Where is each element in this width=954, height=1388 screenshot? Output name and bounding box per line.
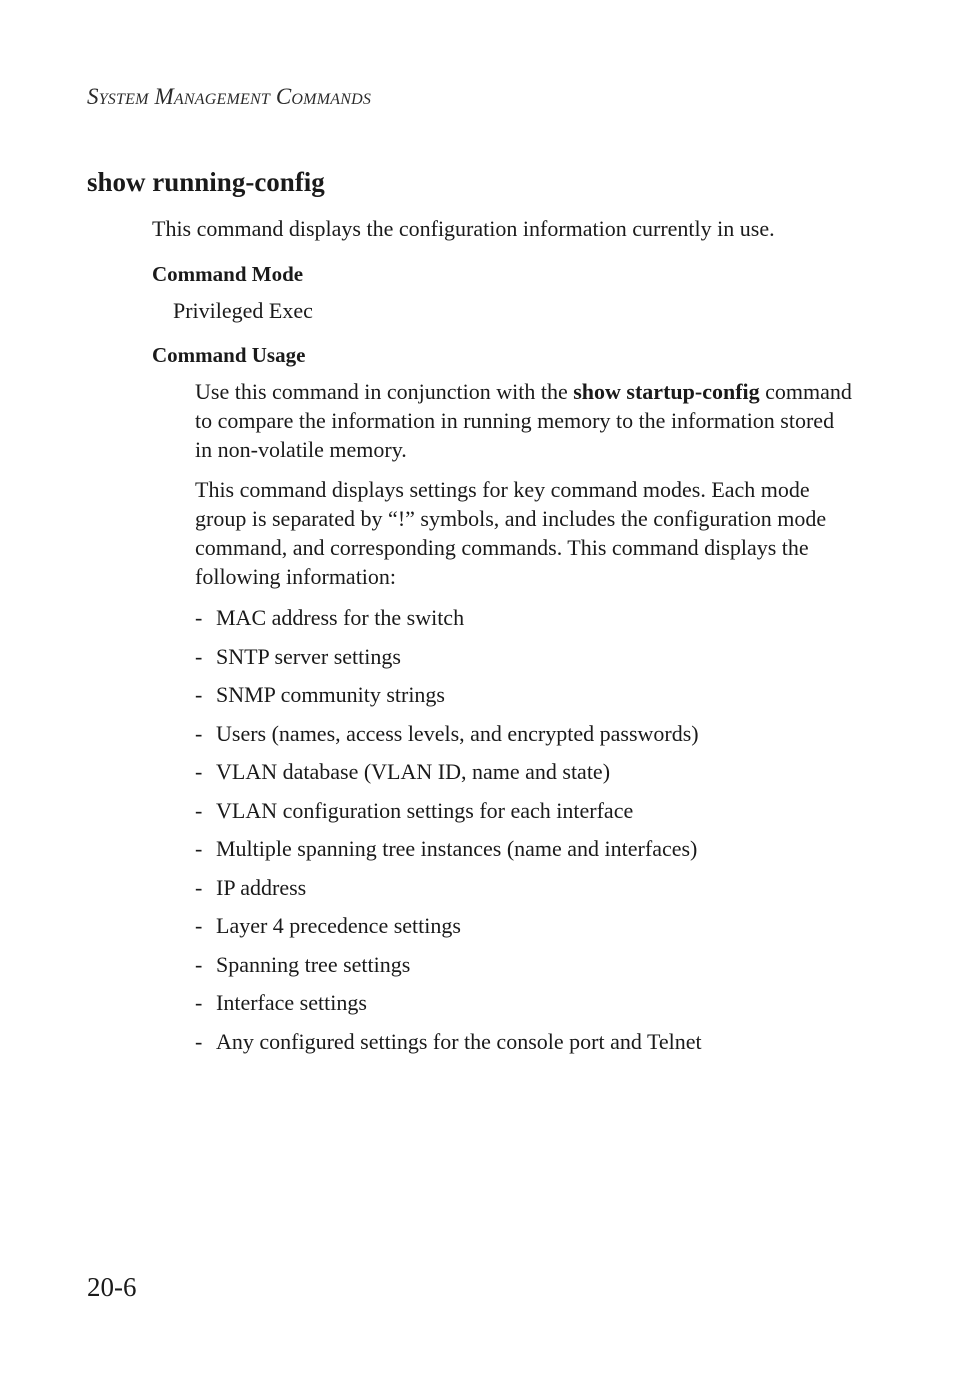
running-header: System Management Commands (87, 84, 372, 109)
list-item-text: VLAN database (VLAN ID, name and state) (216, 759, 611, 784)
list-dash: - (195, 836, 203, 861)
usage-paragraph-2: This command displays settings for key command modes. Each mode group is separated by “!” symbols, and includes the configuration mode command, and corresponding commands. This command displays the following information: (195, 477, 827, 589)
list-dash: - (195, 797, 203, 823)
list-item-text: MAC address for the switch (216, 605, 465, 630)
list-dash: - (195, 1028, 203, 1054)
list-item (195, 1027, 702, 1066)
page-number: 20-6 (87, 1272, 137, 1302)
command-mode-value: Privileged Exec (173, 298, 313, 323)
usage-paragraph-1 (195, 377, 855, 464)
displayed-info-list (195, 603, 702, 1065)
usage-paragraph-1-start: Use this command in conjunction with the (195, 379, 574, 404)
list-dash: - (195, 913, 203, 938)
list-item (195, 988, 702, 1027)
usage-paragraph-1-end: command to compare the information in running memory to the information stored in non-volatile memory. (195, 379, 852, 462)
list-item-text: Interface settings (216, 990, 367, 1015)
list-dash: - (195, 759, 203, 784)
list-dash: - (195, 990, 203, 1015)
list-item-text: VLAN configuration settings for each interface (216, 797, 634, 823)
list-item-text: Any configured settings for the console port and Telnet (216, 1028, 702, 1054)
list-item (195, 680, 702, 719)
list-item (195, 603, 702, 642)
list-item-text: SNTP server settings (216, 643, 401, 669)
list-item (195, 911, 702, 950)
list-dash: - (195, 951, 203, 977)
list-dash: - (195, 682, 203, 707)
list-item-text: SNMP community strings (216, 682, 445, 707)
list-item (195, 719, 702, 758)
list-item (195, 642, 702, 681)
list-item-text: Layer 4 precedence settings (216, 913, 461, 938)
list-dash: - (195, 643, 203, 669)
list-item (195, 950, 702, 989)
list-dash: - (195, 874, 203, 900)
related-command-name: show startup-config (573, 379, 760, 404)
list-item-text: IP address (216, 874, 307, 900)
list-dash: - (195, 605, 203, 630)
list-item-text: Spanning tree settings (216, 951, 411, 977)
command-mode-heading: Command Mode (152, 262, 304, 286)
list-item (195, 834, 702, 873)
list-dash: - (195, 720, 203, 746)
section-intro: This command displays the configuration information currently in use. (152, 216, 775, 241)
section-title: show running-config (87, 167, 325, 197)
list-item-text: Users (names, access levels, and encrypted passwords) (216, 720, 699, 746)
list-item (195, 796, 702, 835)
list-item (195, 873, 702, 912)
list-item-text: Multiple spanning tree instances (name and interfaces) (216, 836, 698, 861)
command-usage-heading: Command Usage (152, 343, 306, 367)
list-item (195, 757, 702, 796)
